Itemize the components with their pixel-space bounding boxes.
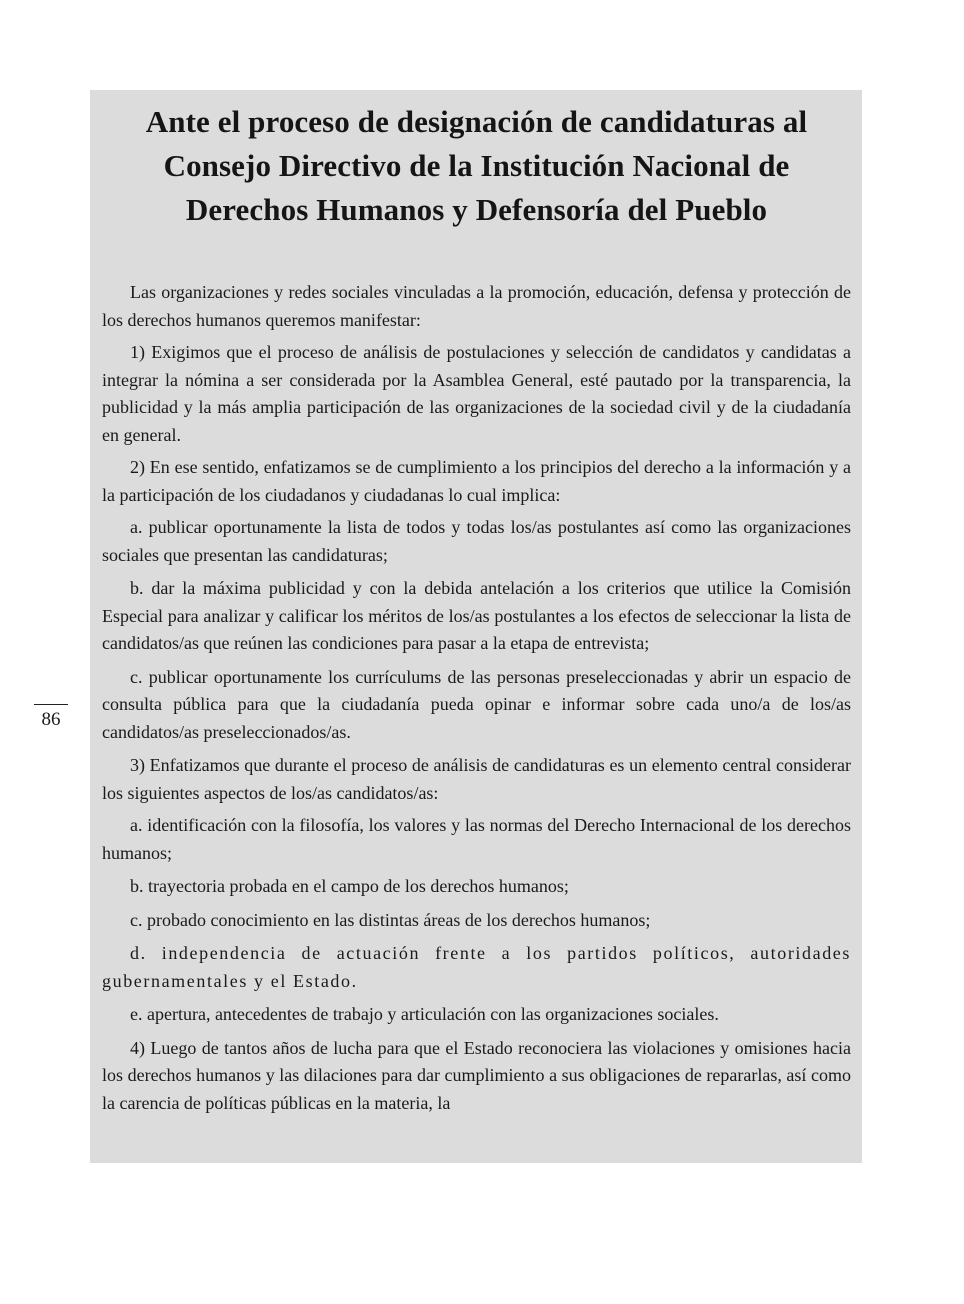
point-3a-item: a. identificación con la filosofía, los valores y las normas del Derecho Internacional de los derechos humanos;	[102, 815, 851, 863]
point-3c-item: c. probado conocimiento en las distintas áreas de los derechos humanos;	[130, 909, 651, 930]
page-number-rule	[34, 704, 68, 705]
boxed-section	[90, 90, 862, 1163]
point-4-paragraph: 4) Luego de tantos años de lucha para que el Estado reconociera las violaciones y omisiones hacia los derechos humanos y las dilaciones para dar cumplimiento a sus obligaciones de repararlas, así como la carencia de políticas públicas en la materia, la	[102, 1037, 851, 1113]
point-3d-item: d. independencia de actuación frente a los partidos políticos, autoridades gubernamentales y el Estado.	[102, 943, 851, 991]
point-3-paragraph: 3) Enfatizamos que durante el proceso de análisis de candidaturas es un elemento central considerar los siguientes aspectos de los/as candidatos/as:	[102, 755, 851, 803]
intro-paragraph: Las organizaciones y redes sociales vinculadas a la promoción, educación, defensa y protección de los derechos humanos queremos manifestar:	[102, 282, 851, 330]
point-2c-item: c. publicar oportunamente los currículums de las personas preseleccionadas y abrir un espacio de consulta pública para que la ciudadanía pueda opinar e informar sobre cada uno/a de los/as candidatos/as preseleccionados/as.	[102, 666, 851, 742]
point-1-paragraph: 1) Exigimos que el proceso de análisis de postulaciones y selección de candidatos y candidatas a integrar la nómina a ser considerada por la Asamblea General, esté pautado por la transparencia, la publicidad y la más amplia participación de las organizaciones de la sociedad civil y de la ciudadanía en general.	[102, 342, 851, 445]
point-2b-item: b. dar la máxima publicidad y con la debida antelación a los criterios que utilice la Comisión Especial para analizar y calificar los méritos de los/as postulantes a los efectos de seleccionar la lista de candidatos/as que reúnen las condiciones para pasar a la etapa de entrevista;	[102, 578, 851, 653]
page-number: 86	[41, 709, 61, 730]
article-title: Ante el proceso de designación de candidaturas al Consejo Directivo de la Institución Nacional de Derechos Humanos y Defensoría del Pueblo	[145, 104, 808, 227]
point-3e-item: e. apertura, antecedentes de trabajo y articulación con las organizaciones sociales.	[130, 1004, 719, 1024]
article-body	[102, 279, 851, 1117]
point-2a-item: a. publicar oportunamente la lista de todos y todas los/as postulantes así como las organizaciones sociales que presentan las candidaturas;	[102, 517, 851, 565]
point-3b-item: b. trayectoria probada en el campo de los derechos humanos;	[130, 876, 569, 896]
point-2-paragraph: 2) En ese sentido, enfatizamos se de cumplimiento a los principios del derecho a la información y a la participación de los ciudadanos y ciudadanas lo cual implica:	[102, 457, 851, 505]
